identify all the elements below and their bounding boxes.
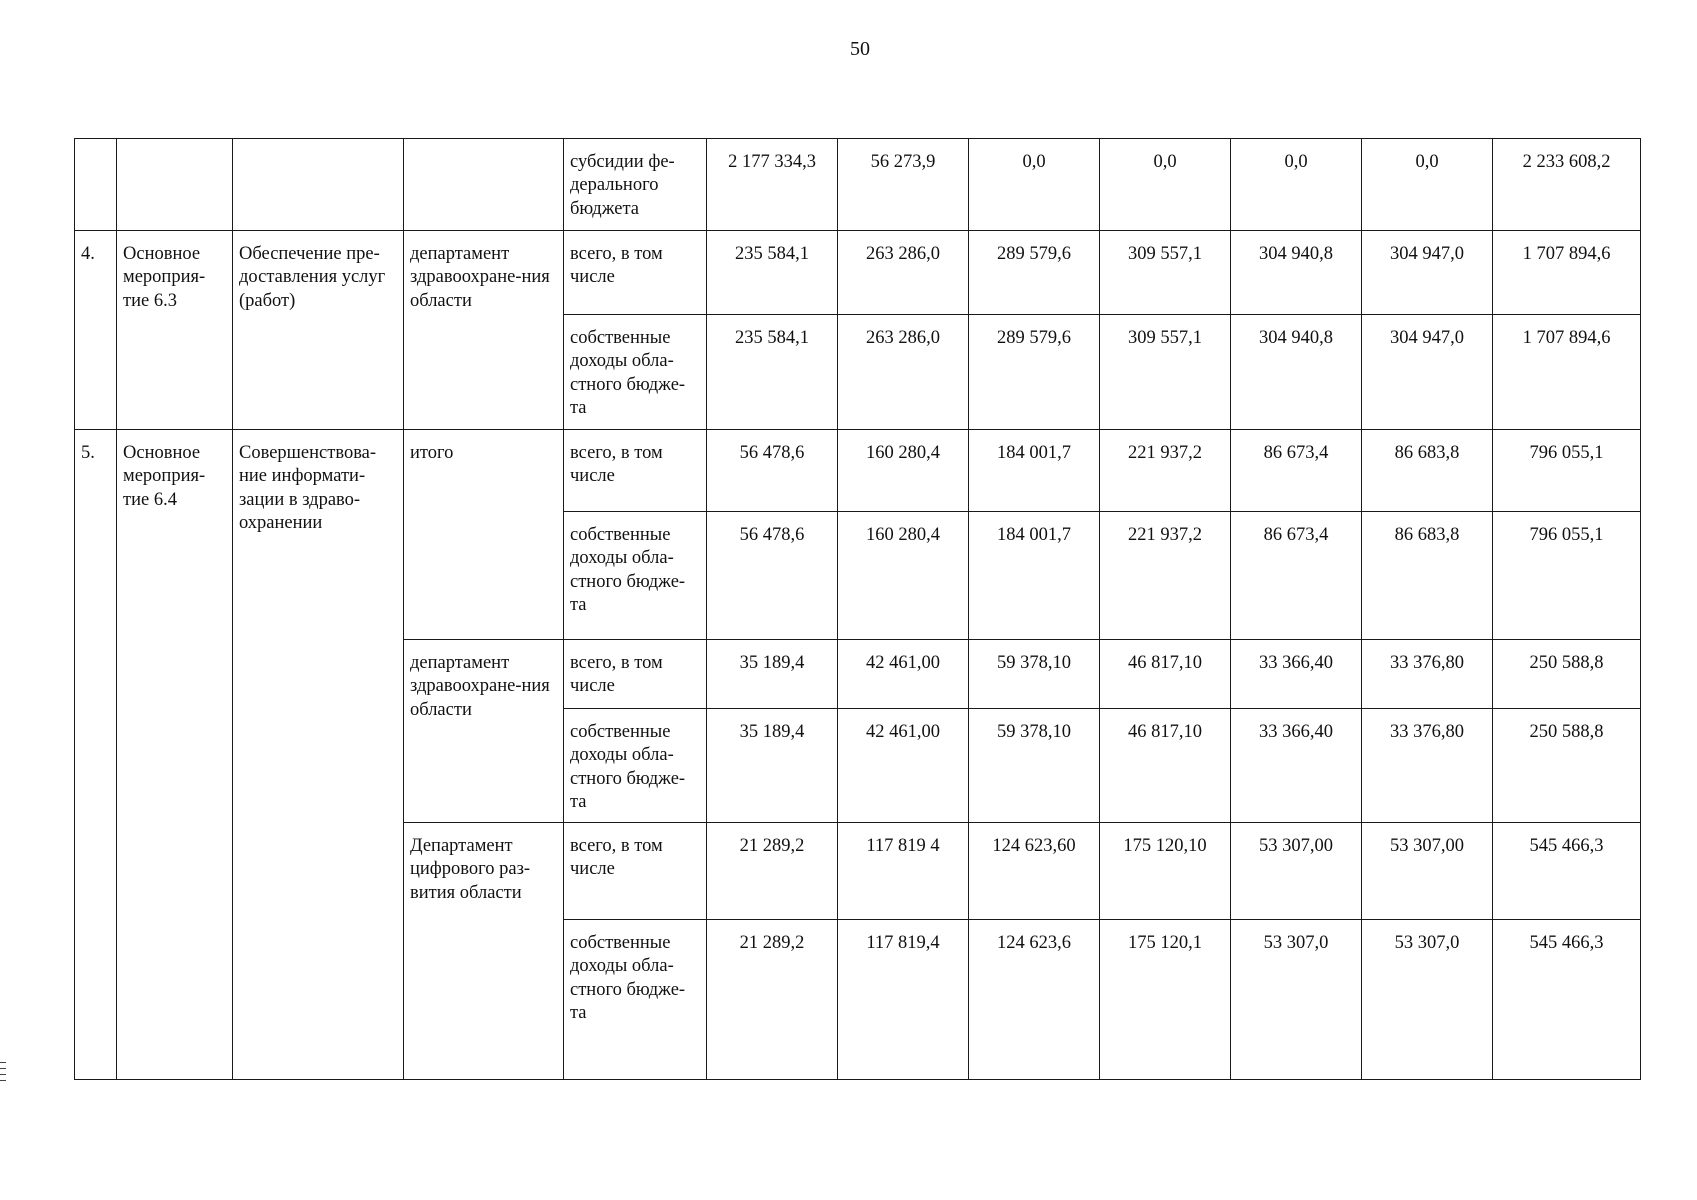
event-cell: Основное мероприя-тие 6.3 bbox=[117, 231, 233, 430]
executor-cell: Департамент цифрового раз-вития области bbox=[404, 823, 564, 1080]
executor-cell: итого bbox=[404, 430, 564, 640]
value-cell: 86 673,4 bbox=[1231, 430, 1362, 512]
executor-cell: департамент здравоохране-ния области bbox=[404, 231, 564, 430]
scan-mark bbox=[0, 1062, 6, 1063]
scan-mark bbox=[0, 1074, 6, 1075]
value-cell: 117 819,4 bbox=[838, 920, 969, 1080]
value-cell: 235 584,1 bbox=[707, 315, 838, 430]
value-cell: 309 557,1 bbox=[1100, 315, 1231, 430]
budget-table bbox=[74, 138, 1641, 1080]
total-cell: 545 466,3 bbox=[1493, 920, 1641, 1080]
value-cell: 33 376,80 bbox=[1362, 640, 1493, 709]
value-cell: 53 307,0 bbox=[1362, 920, 1493, 1080]
row-number-cell bbox=[75, 139, 117, 231]
funding-type-cell: собственные доходы обла-стного бюдже-та bbox=[564, 920, 707, 1080]
executor-cell bbox=[404, 139, 564, 231]
funding-type-cell: всего, в том числе bbox=[564, 823, 707, 920]
value-cell: 221 937,2 bbox=[1100, 430, 1231, 512]
value-cell: 0,0 bbox=[1362, 139, 1493, 231]
value-cell: 221 937,2 bbox=[1100, 512, 1231, 640]
name-cell: Совершенствова-ние информати-зации в здраво-охранении bbox=[233, 430, 404, 1080]
value-cell: 117 819 4 bbox=[838, 823, 969, 920]
value-cell: 56 478,6 bbox=[707, 430, 838, 512]
funding-type-cell: всего, в том числе bbox=[564, 430, 707, 512]
value-cell: 304 940,8 bbox=[1231, 315, 1362, 430]
row-number-cell: 5. bbox=[75, 430, 117, 1080]
funding-type-cell: собственные доходы обла-стного бюдже-та bbox=[564, 709, 707, 823]
value-cell: 56 478,6 bbox=[707, 512, 838, 640]
value-cell: 175 120,1 bbox=[1100, 920, 1231, 1080]
value-cell: 235 584,1 bbox=[707, 231, 838, 315]
funding-type-cell: всего, в том числе bbox=[564, 640, 707, 709]
value-cell: 304 940,8 bbox=[1231, 231, 1362, 315]
funding-type-cell: субсидии фе-дерального бюджета bbox=[564, 139, 707, 231]
value-cell: 124 623,6 bbox=[969, 920, 1100, 1080]
value-cell: 160 280,4 bbox=[838, 512, 969, 640]
value-cell: 263 286,0 bbox=[838, 231, 969, 315]
value-cell: 0,0 bbox=[1100, 139, 1231, 231]
value-cell: 21 289,2 bbox=[707, 920, 838, 1080]
value-cell: 304 947,0 bbox=[1362, 315, 1493, 430]
value-cell: 309 557,1 bbox=[1100, 231, 1231, 315]
executor-cell: департамент здравоохране-ния области bbox=[404, 640, 564, 823]
value-cell: 46 817,10 bbox=[1100, 640, 1231, 709]
value-cell: 184 001,7 bbox=[969, 512, 1100, 640]
value-cell: 86 683,8 bbox=[1362, 430, 1493, 512]
value-cell: 124 623,60 bbox=[969, 823, 1100, 920]
value-cell: 2 177 334,3 bbox=[707, 139, 838, 231]
row-number-cell: 4. bbox=[75, 231, 117, 430]
value-cell: 56 273,9 bbox=[838, 139, 969, 231]
total-cell: 545 466,3 bbox=[1493, 823, 1641, 920]
funding-type-cell: всего, в том числе bbox=[564, 231, 707, 315]
value-cell: 53 307,00 bbox=[1231, 823, 1362, 920]
funding-type-cell: собственные доходы обла-стного бюдже-та bbox=[564, 512, 707, 640]
margin-scan-marks bbox=[0, 1062, 6, 1086]
table-row bbox=[75, 231, 1641, 315]
value-cell: 184 001,7 bbox=[969, 430, 1100, 512]
value-cell: 160 280,4 bbox=[838, 430, 969, 512]
value-cell: 53 307,00 bbox=[1362, 823, 1493, 920]
value-cell: 86 683,8 bbox=[1362, 512, 1493, 640]
table-row bbox=[75, 430, 1641, 512]
value-cell: 304 947,0 bbox=[1362, 231, 1493, 315]
table-row bbox=[75, 139, 1641, 231]
funding-type-cell: собственные доходы обла-стного бюдже-та bbox=[564, 315, 707, 430]
value-cell: 0,0 bbox=[1231, 139, 1362, 231]
value-cell: 33 366,40 bbox=[1231, 709, 1362, 823]
value-cell: 33 366,40 bbox=[1231, 640, 1362, 709]
value-cell: 35 189,4 bbox=[707, 709, 838, 823]
value-cell: 289 579,6 bbox=[969, 231, 1100, 315]
total-cell: 1 707 894,6 bbox=[1493, 315, 1641, 430]
total-cell: 250 588,8 bbox=[1493, 640, 1641, 709]
page-number: 50 bbox=[850, 38, 870, 60]
total-cell: 250 588,8 bbox=[1493, 709, 1641, 823]
value-cell: 59 378,10 bbox=[969, 640, 1100, 709]
total-cell: 1 707 894,6 bbox=[1493, 231, 1641, 315]
name-cell: Обеспечение пре-доставления услуг (работ) bbox=[233, 231, 404, 430]
value-cell: 59 378,10 bbox=[969, 709, 1100, 823]
name-cell bbox=[233, 139, 404, 231]
total-cell: 796 055,1 bbox=[1493, 512, 1641, 640]
value-cell: 175 120,10 bbox=[1100, 823, 1231, 920]
total-cell: 796 055,1 bbox=[1493, 430, 1641, 512]
total-cell: 2 233 608,2 bbox=[1493, 139, 1641, 231]
value-cell: 21 289,2 bbox=[707, 823, 838, 920]
scan-mark bbox=[0, 1080, 6, 1081]
value-cell: 263 286,0 bbox=[838, 315, 969, 430]
value-cell: 42 461,00 bbox=[838, 709, 969, 823]
value-cell: 53 307,0 bbox=[1231, 920, 1362, 1080]
value-cell: 0,0 bbox=[969, 139, 1100, 231]
scan-mark bbox=[0, 1068, 6, 1069]
value-cell: 289 579,6 bbox=[969, 315, 1100, 430]
event-cell bbox=[117, 139, 233, 231]
value-cell: 46 817,10 bbox=[1100, 709, 1231, 823]
value-cell: 42 461,00 bbox=[838, 640, 969, 709]
value-cell: 86 673,4 bbox=[1231, 512, 1362, 640]
value-cell: 33 376,80 bbox=[1362, 709, 1493, 823]
event-cell: Основное мероприя-тие 6.4 bbox=[117, 430, 233, 1080]
value-cell: 35 189,4 bbox=[707, 640, 838, 709]
